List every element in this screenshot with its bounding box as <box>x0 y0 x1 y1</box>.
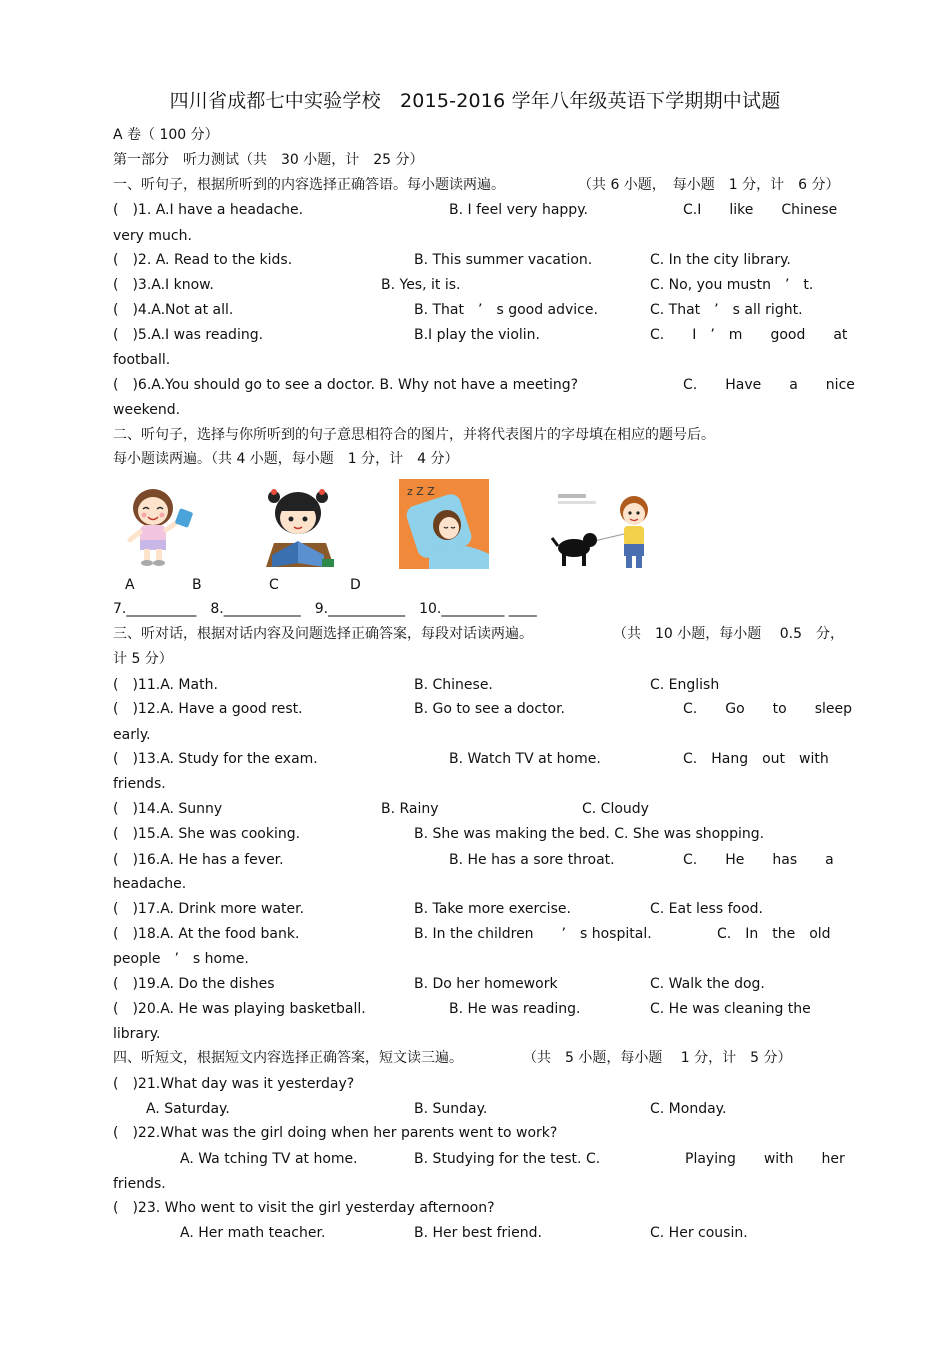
question-row-17 <box>113 900 835 918</box>
q11-option-b: B. Chinese. <box>414 677 493 693</box>
question-row-22 <box>113 1150 845 1168</box>
q18-continuation: people ’ s home. <box>113 951 249 967</box>
q23-question: ( )23. Who went to visit the girl yesterday afternoon? <box>113 1200 495 1216</box>
q5-option-a: ( )5.A.I was reading. <box>113 327 264 343</box>
svg-text:z Z Z: z Z Z <box>407 485 435 498</box>
q20-continuation: library. <box>113 1026 161 1042</box>
q22-option-a: A. Wa tching TV at home. <box>180 1151 358 1167</box>
question-row-13 <box>113 750 835 768</box>
part1-heading: 第一部分 听力测试（共 30 小题，计 25 分） <box>113 152 424 168</box>
picture-c-sleeping-child <box>399 479 489 569</box>
q5-option-c: C. I ’ m good at <box>650 327 848 343</box>
section3-score-cont: 计 5 分） <box>113 651 173 667</box>
q21-option-a: A. Saturday. <box>146 1101 230 1117</box>
section4-heading-row <box>113 1049 835 1067</box>
question-row-20 <box>113 1000 835 1018</box>
q2-option-c: C. In the city library. <box>650 252 791 268</box>
q2-option-a: ( )2. A. Read to the kids. <box>113 252 293 268</box>
paper-a-heading: A 卷（ 100 分） <box>113 127 219 143</box>
q4-option-c: C. That ’ s all right. <box>650 302 803 318</box>
q4-option-b: B. That ’ s good advice. <box>414 302 598 318</box>
q4-option-a: ( )4.A.Not at all. <box>113 302 234 318</box>
section4-heading: 四、听短文，根据短文内容选择正确答案，短文读三遍。 <box>113 1050 463 1066</box>
q22-continuation: friends. <box>113 1176 166 1192</box>
picture-a-child-waving <box>113 478 205 570</box>
question-row-6 <box>113 376 855 394</box>
question-row-1 <box>113 201 838 219</box>
question-row-5 <box>113 326 848 344</box>
picture-d-boy-walking-dog <box>550 490 660 572</box>
q18-option-a: ( )18.A. At the food bank. <box>113 926 300 942</box>
q13-option-a: ( )13.A. Study for the exam. <box>113 751 318 767</box>
q2-option-b: B. This summer vacation. <box>414 252 593 268</box>
q11-option-c: C. English <box>650 677 720 693</box>
q22-question: ( )22.What was the girl doing when her parents went to work? <box>113 1125 558 1141</box>
q3-option-b: B. Yes, it is. <box>381 277 461 293</box>
q17-option-a: ( )17.A. Drink more water. <box>113 901 305 917</box>
section4-score: （共 5 小题，每小题 1 分，计 5 分） <box>523 1050 792 1066</box>
section3-score: （共 10 小题，每小题 0.5 分， <box>613 626 844 642</box>
q20-option-a: ( )20.A. He was playing basketball. <box>113 1001 366 1017</box>
section1-heading: 一、听句子，根据所听到的内容选择正确答语。每小题读两遍。 <box>113 177 505 193</box>
q5-option-b: B.I play the violin. <box>414 327 540 343</box>
q13-continuation: friends. <box>113 776 166 792</box>
q1-continuation: very much. <box>113 228 192 244</box>
q1-option-c: C.I like Chinese <box>683 202 838 218</box>
question-row-11 <box>113 676 835 694</box>
section2-heading: 二、听句子，选择与你所听到的句子意思相符合的图片，并将代表图片的字母填在相应的题号后。 <box>113 427 715 443</box>
answer-blanks-7-10: 7.__________ 8.___________ 9.___________ 10._________ ____ <box>113 601 537 617</box>
q1-option-b: B. I feel very happy. <box>449 202 588 218</box>
picture-label-c: C <box>269 577 279 593</box>
q22-option-c: Playing with her <box>685 1151 845 1167</box>
q15-option-bc: B. She was making the bed. C. She was shopping. <box>414 826 765 842</box>
q16-option-c: C. He has a <box>683 852 834 868</box>
section1-score: （共 6 小题， 每小题 1 分，计 6 分） <box>578 177 840 193</box>
q19-option-b: B. Do her homework <box>414 976 558 992</box>
q16-option-a: ( )16.A. He has a fever. <box>113 852 284 868</box>
q18-option-c: C. In the old <box>717 926 831 942</box>
q16-option-b: B. He has a sore throat. <box>449 852 615 868</box>
q22-option-b: B. Studying for the test. C. <box>414 1151 601 1167</box>
question-row-12 <box>113 700 852 718</box>
q19-option-c: C. Walk the dog. <box>650 976 765 992</box>
q23-option-b: B. Her best friend. <box>414 1225 542 1241</box>
question-row-4 <box>113 301 835 319</box>
question-row-21 <box>113 1100 835 1118</box>
q3-option-a: ( )3.A.I know. <box>113 277 214 293</box>
picture-label-a: A <box>125 577 135 593</box>
question-row-2 <box>113 251 835 269</box>
q19-option-a: ( )19.A. Do the dishes <box>113 976 275 992</box>
q13-option-b: B. Watch TV at home. <box>449 751 601 767</box>
q13-option-c: C. Hang out with <box>683 751 829 767</box>
q23-option-a: A. Her math teacher. <box>180 1225 326 1241</box>
q18-option-b: B. In the children ’ s hospital. <box>414 926 652 942</box>
q14-option-b: B. Rainy <box>381 801 439 817</box>
section3-heading-row <box>113 625 844 643</box>
q20-option-b: B. He was reading. <box>449 1001 581 1017</box>
q16-continuation: headache. <box>113 876 187 892</box>
q11-option-a: ( )11.A. Math. <box>113 677 218 693</box>
picture-label-b: B <box>192 577 202 593</box>
question-row-15 <box>113 825 835 843</box>
section1-heading-row <box>113 176 840 194</box>
q1-option-a: ( )1. A.I have a headache. <box>113 202 304 218</box>
q6-continuation: weekend. <box>113 402 181 418</box>
question-row-3 <box>113 276 835 294</box>
q21-question: ( )21.What day was it yesterday? <box>113 1076 355 1092</box>
page-title: 四川省成都七中实验学校 2015-2016 学年八年级英语下学期期中试题 <box>169 90 781 112</box>
q21-option-b: B. Sunday. <box>414 1101 488 1117</box>
question-row-23 <box>113 1224 835 1242</box>
q6-option-c: C. Have a nice <box>683 377 855 393</box>
q17-option-c: C. Eat less food. <box>650 901 763 917</box>
q12-option-c: C. Go to sleep <box>683 701 852 717</box>
q20-option-c: C. He was cleaning the <box>650 1001 811 1017</box>
q3-option-c: C. No, you mustn ’ t. <box>650 277 814 293</box>
q12-continuation: early. <box>113 727 151 743</box>
q23-option-c: C. Her cousin. <box>650 1225 748 1241</box>
picture-label-d: D <box>350 577 361 593</box>
q14-option-c: C. Cloudy <box>582 801 649 817</box>
section2-score: 每小题读两遍。（共 4 小题，每小题 1 分，计 4 分） <box>113 451 459 467</box>
picture-b-girl-reading <box>260 483 340 571</box>
q15-option-a: ( )15.A. She was cooking. <box>113 826 301 842</box>
question-row-18 <box>113 925 835 943</box>
question-row-14 <box>113 800 835 818</box>
question-row-19 <box>113 975 835 993</box>
q12-option-a: ( )12.A. Have a good rest. <box>113 701 303 717</box>
q14-option-a: ( )14.A. Sunny <box>113 801 223 817</box>
q5-continuation: football. <box>113 352 171 368</box>
section3-heading: 三、听对话，根据对话内容及问题选择正确答案，每段对话读两遍。 <box>113 626 533 642</box>
question-row-16 <box>113 851 835 869</box>
q6-option-ab: ( )6.A.You should go to see a doctor. B. Why not have a meeting? <box>113 377 579 393</box>
q21-option-c: C. Monday. <box>650 1101 727 1117</box>
q17-option-b: B. Take more exercise. <box>414 901 571 917</box>
q12-option-b: B. Go to see a doctor. <box>414 701 565 717</box>
